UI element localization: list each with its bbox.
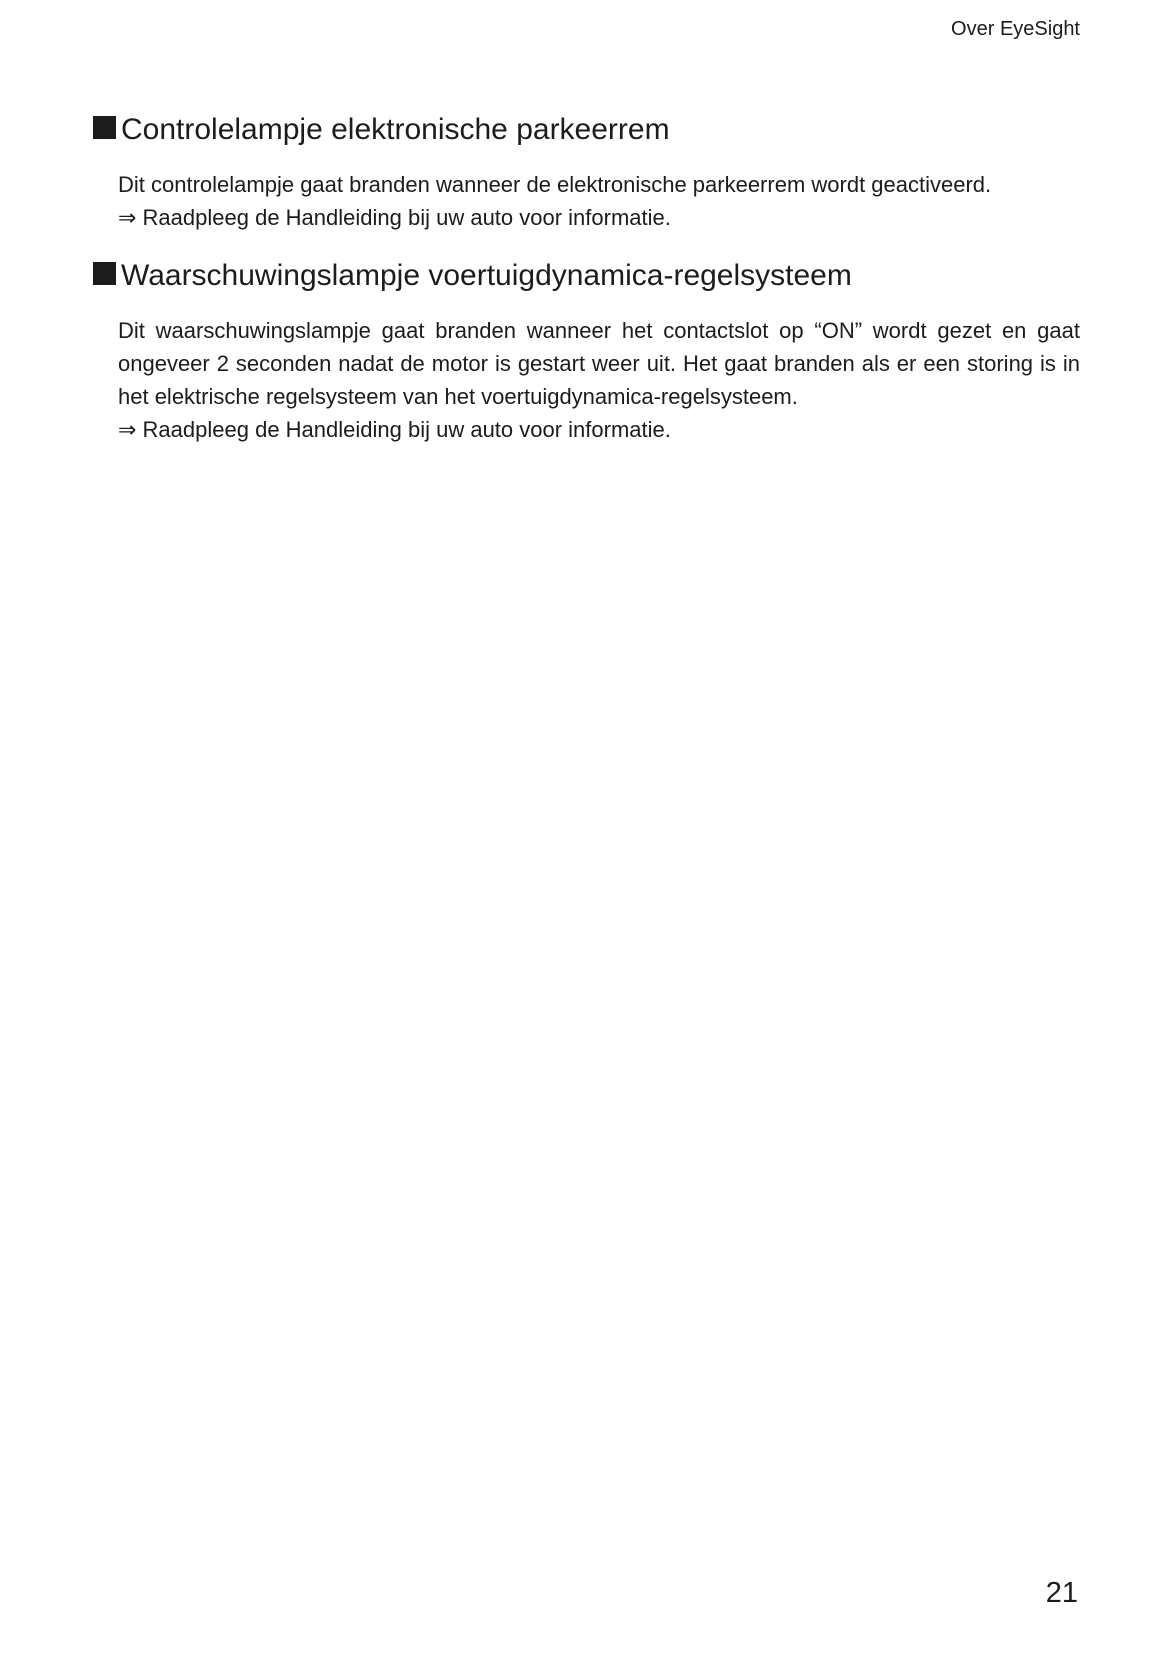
square-bullet-icon: [93, 116, 116, 139]
page-content: [93, 0, 1080, 446]
section-heading-vehicle-dynamics: [93, 258, 1080, 294]
section-heading-text: Waarschuwingslampje voertuigdynamica-regelsysteem: [121, 259, 852, 292]
reference-note: ⇒ Raadpleeg de Handleiding bij uw auto voor informatie.: [118, 417, 671, 442]
page-number: 21: [1045, 1577, 1078, 1609]
section-heading-text: Controlelampje elektronische parkeerrem: [121, 113, 670, 146]
running-header: Over EyeSight: [951, 18, 1080, 40]
section-body: [118, 314, 1080, 446]
square-bullet-icon: [93, 262, 116, 285]
section-paragraph: Dit waarschuwingslampje gaat branden wanneer het contactslot op “ON” wordt gezet en gaat ongeveer 2 seconden nadat de motor is gestart weer uit. Het gaat branden als er een storing is in het elektrische regelsysteem van het voertuigdynamica-regelsysteem.: [118, 318, 1080, 409]
section-body: [118, 168, 1080, 234]
reference-note: ⇒ Raadpleeg de Handleiding bij uw auto voor informatie.: [118, 205, 671, 230]
section-heading-parking-brake: [93, 112, 1080, 148]
section-paragraph: Dit controlelampje gaat branden wanneer de elektronische parkeerrem wordt geactiveerd.: [118, 172, 992, 197]
